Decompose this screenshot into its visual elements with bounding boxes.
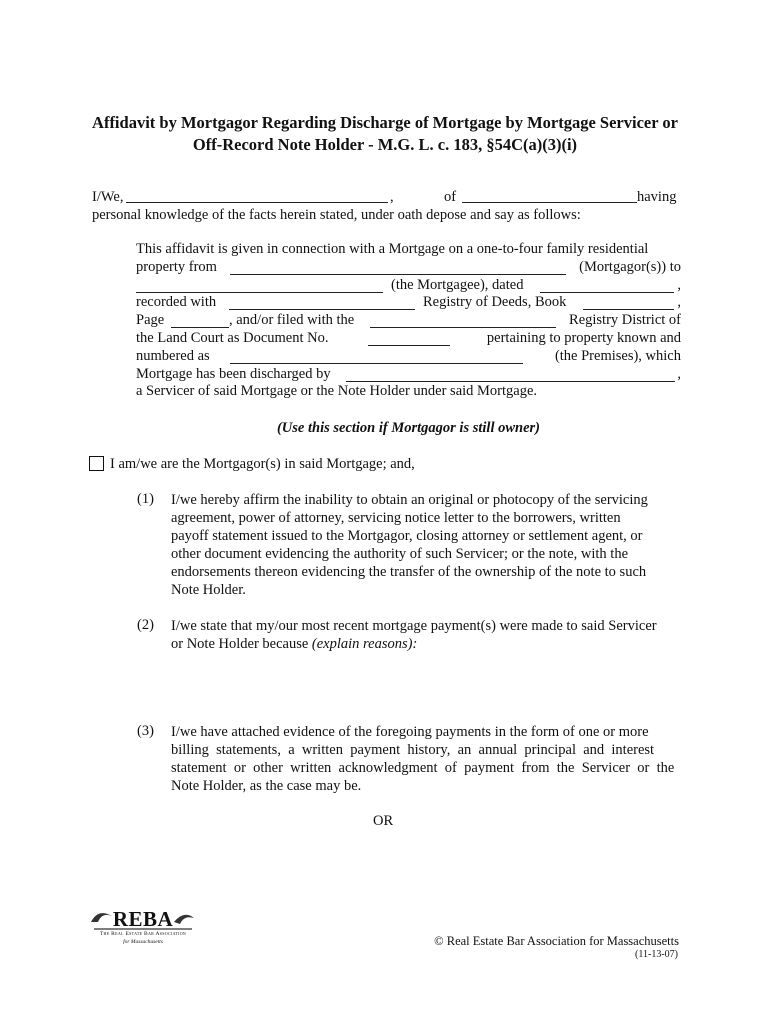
item-1-line: I/we hereby affirm the inability to obtain an original or photocopy of the servicing — [171, 492, 648, 508]
intro-of: of — [444, 189, 457, 205]
comma-3: , — [677, 276, 681, 293]
intro-iwe: I/We, — [92, 189, 124, 205]
affidavit-row-2 — [136, 259, 681, 277]
affidavit-row-1: This affidavit is given in connection with a Mortgage on a one-to-four family residential — [136, 241, 649, 257]
item-3-line: billing statements, a written payment history, an annual principal and interest — [171, 742, 655, 758]
affidavit-row-3 — [136, 277, 681, 295]
item-2-line-2 — [171, 635, 681, 653]
mortgagee-blank[interactable] — [136, 278, 383, 293]
page-label: Page — [136, 312, 165, 329]
explain-reasons-text: (explain reasons): — [311, 636, 418, 652]
premises-label: (the Premises), which — [554, 347, 681, 364]
mortgagor-blank[interactable] — [230, 260, 566, 275]
footer-copyright: © Real Estate Bar Association for Massachusetts — [434, 934, 679, 948]
page-blank[interactable] — [171, 313, 229, 328]
logo-line-1: The Real Estate Bar Association — [99, 931, 187, 937]
section-heading: (Use this section if Mortgagor is still owner) — [276, 420, 541, 436]
numbered-as-label: numbered as — [136, 347, 210, 364]
mortgagor-label: (Mortgagor(s)) to — [579, 258, 681, 275]
registry-district-blank[interactable] — [370, 313, 556, 328]
affidavit-paragraph — [136, 241, 681, 401]
registry-district-label: Registry District of — [569, 312, 681, 329]
item-1-line: Note Holder. — [171, 582, 246, 598]
item-3-text — [171, 723, 681, 795]
affidavit-row-7 — [136, 348, 681, 366]
document-title-line-2: Off-Record Note Holder - M.G. L. c. 183, §54C(a)(3)(i) — [192, 135, 578, 154]
affidavit-row-8 — [136, 366, 681, 384]
item-1-line: endorsements thereon evidencing the transfer of the ownership of the note to such — [171, 564, 647, 580]
registry-blank[interactable] — [229, 295, 415, 310]
filed-with-label: , and/or filed with the — [229, 312, 355, 329]
affidavit-row-4 — [136, 294, 681, 312]
premises-blank[interactable] — [230, 349, 523, 364]
mortgagee-dated-label: (the Mortgagee), dated — [391, 276, 524, 293]
document-title-line-1: Affidavit by Mortgagor Regarding Discharge of Mortgage by Mortgage Servicer or — [92, 113, 678, 132]
reba-logo — [88, 902, 198, 952]
affidavit-row-5 — [136, 312, 681, 330]
logo-line-2: for Massachusetts — [123, 939, 163, 945]
item-3-line: I/we have attached evidence of the foregoing payments in the form of one or more — [171, 724, 649, 740]
or-separator: OR — [373, 813, 394, 829]
item-2-text — [171, 617, 681, 653]
property-from-label: property from — [136, 258, 217, 275]
comma-8: , — [677, 365, 681, 382]
address-blank[interactable] — [462, 188, 637, 203]
checkbox-label: I am/we are the Mortgagor(s) in said Mortgage; and, — [110, 456, 415, 472]
intro-line-2: personal knowledge of the facts herein stated, under oath depose and say as follows: — [92, 207, 581, 223]
name-blank[interactable] — [126, 188, 388, 203]
footer-date: (11-13-07) — [635, 949, 678, 960]
dated-blank[interactable] — [540, 278, 674, 293]
item-2-number: (2) — [137, 617, 154, 633]
discharged-by-label: Mortgage has been discharged by — [136, 365, 331, 382]
reba-wordmark: REBA — [112, 907, 174, 931]
item-2-line-1: I/we state that my/our most recent mortgage payment(s) were made to said Servicer — [171, 618, 657, 634]
discharged-by-blank[interactable] — [346, 367, 675, 382]
affidavit-row-6 — [136, 330, 681, 348]
mortgagor-checkbox[interactable] — [89, 456, 104, 471]
item-1-line: agreement, power of attorney, servicing notice letter to the borrowers, written — [171, 510, 621, 526]
comma-4: , — [677, 294, 681, 311]
item-1-number: (1) — [137, 491, 154, 507]
item-3-line: statement or other written acknowledgment of payment from the Servicer or the — [171, 760, 675, 776]
item-3-number: (3) — [137, 723, 154, 739]
document-no-label: the Land Court as Document No. — [136, 329, 329, 346]
item-1-line: other document evidencing the authority of such Servicer; or the note, with the — [171, 546, 629, 562]
item-2-line-2-text: or Note Holder because — [171, 636, 309, 652]
item-1-text — [171, 491, 681, 599]
document-no-blank[interactable] — [368, 331, 450, 346]
recorded-with-label: recorded with — [136, 294, 217, 311]
registry-book-label: Registry of Deeds, Book — [423, 294, 567, 311]
intro-comma: , — [390, 189, 394, 205]
pertaining-label: pertaining to property known and — [486, 329, 681, 346]
affidavit-row-9: a Servicer of said Mortgage or the Note Holder under said Mortgage. — [136, 383, 538, 400]
item-1-line: payoff statement issued to the Mortgagor, closing attorney or settlement agent, or — [171, 528, 643, 544]
intro-having: having — [637, 189, 677, 205]
book-blank[interactable] — [583, 295, 674, 310]
item-3-line: Note Holder, as the case may be. — [171, 778, 362, 794]
